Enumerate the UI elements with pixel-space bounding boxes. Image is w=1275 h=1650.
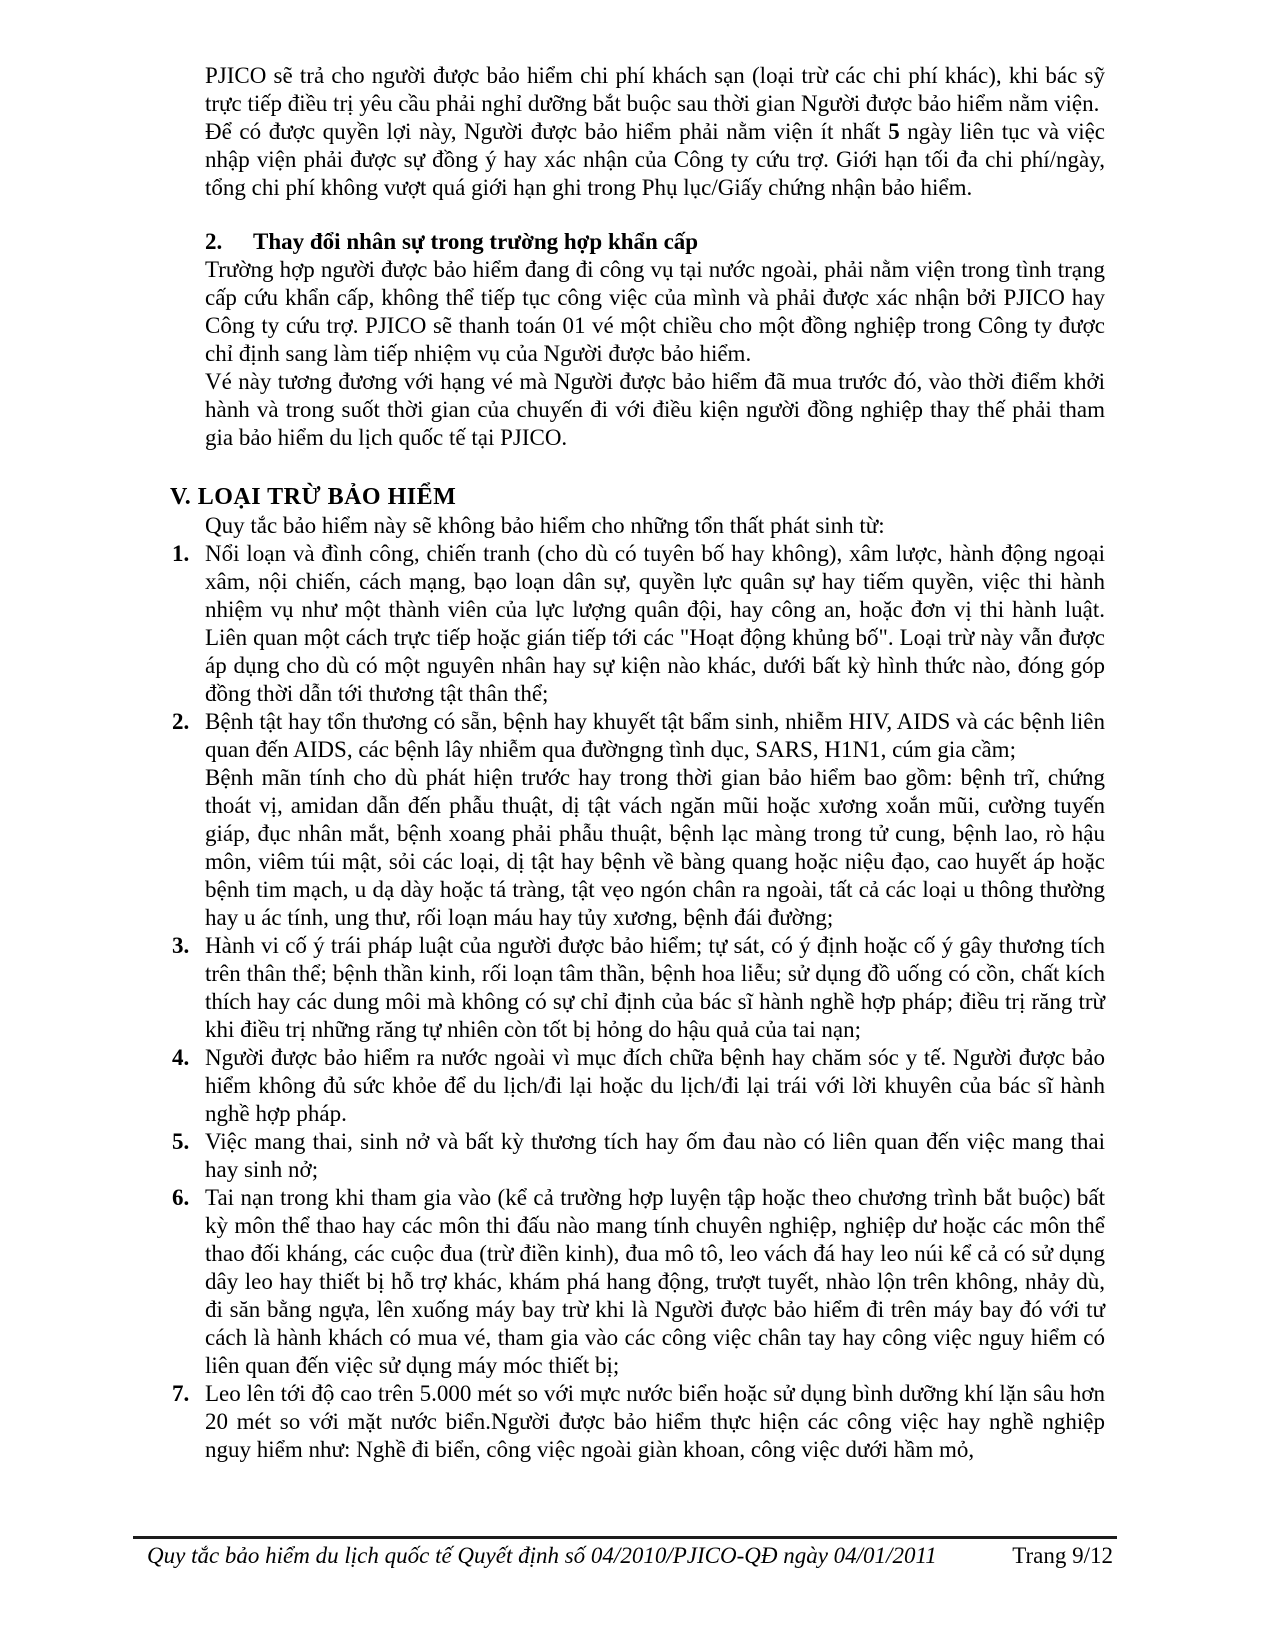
footer-page-number: Trang 9/12 — [1012, 1543, 1113, 1568]
footer-document-title: Quy tắc bảo hiểm du lịch quốc tế Quyết định số 04/2010/PJICO-QĐ ngày 04/01/2011 — [147, 1543, 937, 1568]
exclusion-item-6 — [170, 1184, 1105, 1380]
exclusion-item-5-number: 5. — [172, 1129, 190, 1154]
condition-text-pre: Để có được quyền lợi này, Người được bảo hiểm phải nằm viện ít nhất — [205, 119, 889, 144]
exclusion-item-2-text-a: Bệnh tật hay tổn thương có sẵn, bệnh hay khuyết tật bẩm sinh, nhiễm HIV, AIDS và các bệnh liên quan đến AIDS, các bệnh lây nhiễm qua đườngng tình dục, SARS, H1N1, cúm gia cầm; — [205, 709, 1105, 762]
exclusion-item-4-text: Người được bảo hiểm ra nước ngoài vì mục đích chữa bệnh hay chăm sóc y tế. Người được bảo hiểm không đủ sức khỏe để du lịch/đi lại hoặc du lịch/đi lại trái với lời khuyên của bác sĩ hành nghề hợp pháp. — [205, 1045, 1105, 1126]
exclusion-item-1 — [170, 540, 1105, 708]
exclusion-item-6-number: 6. — [172, 1185, 190, 1210]
paragraph-benefit-condition — [205, 118, 1105, 202]
exclusion-item-7-text: Leo lên tới độ cao trên 5.000 mét so với mực nước biển hoặc sử dụng bình dưỡng khí lặn sâu hơn 20 mét so với mặt nước biển.Người được bảo hiểm thực hiện các công việc hay nghề nghiệp nguy hiểm như: Nghề đi biển, công việc ngoài giàn khoan, công việc dưới hầm mỏ, — [205, 1381, 1105, 1462]
exclusion-item-2 — [170, 708, 1105, 932]
section-2-heading — [205, 228, 1105, 256]
exclusion-item-1-number: 1. — [172, 541, 190, 566]
exclusion-item-2-text-b: Bệnh mãn tính cho dù phát hiện trước hay trong thời gian bảo hiểm bao gồm: bệnh trĩ, chứng thoát vị, amidan dẫn đến phẫu thuật, dị tật vách ngăn mũi hoặc xương xoắn mũi, cường tuyến giáp, đục nhân mắt, bệnh xoang phải phẫu thuật, bệnh lạc màng trong tử cung, bệnh lao, rò hậu môn, viêm túi mật, sỏi các loại, dị tật hay bệnh về bàng quang hoặc niệu đạo, cao huyết áp hoặc bệnh tim mạch, u dạ dày hoặc tá tràng, tật vẹo ngón chân ra ngoài, tất cả các loại u thông thường hay u ác tính, ung thư, rối loạn máu hay tủy xương, bệnh đái đường; — [205, 765, 1105, 930]
exclusion-item-6-text: Tai nạn trong khi tham gia vào (kể cả trường hợp luyện tập hoặc theo chương trình bắt buộc) bất kỳ môn thể thao hay các môn thi đấu nào mang tính chuyên nghiệp, nghiệp dư hoặc các môn thể thao đối kháng, các cuộc đua (trừ điền kinh), đua mô tô, leo vách đá hay leo núi kể cả có sử dụng dây leo hay thiết bị hỗ trợ khác, khám phá hang động, trượt tuyết, nhào lộn trên không, nhảy dù, đi săn bằng ngựa, lên xuống máy bay trừ khi là Người được bảo hiểm đi trên máy bay đó với tư cách là hành khách có mua vé, tham gia vào các công việc chân tay hay công việc nguy hiểm có liên quan đến việc sử dụng máy móc thiết bị; — [205, 1185, 1105, 1378]
exclusion-item-7-number: 7. — [172, 1381, 190, 1406]
page-footer — [133, 1536, 1117, 1570]
condition-bold-days: 5 — [888, 119, 900, 144]
exclusion-item-3-number: 3. — [172, 933, 190, 958]
section-2-number: 2. — [205, 229, 223, 254]
exclusion-item-2-number: 2. — [172, 709, 190, 734]
section-v-heading: V. LOẠI TRỪ BẢO HIỂM — [170, 484, 457, 510]
exclusion-item-3-text: Hành vi cố ý trái pháp luật của người được bảo hiểm; tự sát, có ý định hoặc cố ý gây thương tích trên thân thể; bệnh thần kinh, rối loạn tâm thần, bệnh hoa liễu; sử dụng đồ uống có cồn, chất kích thích hay các dung môi mà không có sự chỉ định của bác sĩ hành nghề hợp pháp; điều trị răng trừ khi điều trị những răng tự nhiên còn tốt bị hỏng do hậu quả của tai nạn; — [205, 933, 1105, 1042]
exclusion-item-5 — [170, 1128, 1105, 1184]
exclusion-item-1-text: Nổi loạn và đình công, chiến tranh (cho dù có tuyên bố hay không), xâm lược, hành động ngoại xâm, nội chiến, cách mạng, bạo loạn dân sự, quyền lực quân sự hay tiếm quyền, việc thi hành nhiệm vụ như một thành viên của lực lượng quân đội, hay công an, hoặc đơn vị thi hành luật. Liên quan một cách trực tiếp hoặc gián tiếp tới các "Hoạt động khủng bố". Loại trừ này vẫn được áp dụng cho dù có một nguyên nhân hay sự kiện nào khác, dưới bất kỳ hình thức nào, đóng góp đồng thời dẫn tới thương tật thân thể; — [205, 541, 1105, 706]
section-2-paragraph-2: Vé này tương đương với hạng vé mà Người được bảo hiểm đã mua trước đó, vào thời điểm khởi hành và trong suốt thời gian của chuyến đi với điều kiện người đồng nghiệp thay thế phải tham gia bảo hiểm du lịch quốc tế tại PJICO. — [205, 369, 1105, 450]
exclusion-item-4-number: 4. — [172, 1045, 190, 1070]
exclusion-item-3 — [170, 932, 1105, 1044]
condition-text-post: ngày liên tục và việc nhập viện phải được sự đồng ý hay xác nhận của Công ty cứu trợ. Giới hạn tối đa chi phí/ngày, tổng chi phí không vượt quá giới hạn ghi trong Phụ lục/Giấy chứng nhận bảo hiểm. — [205, 119, 1105, 200]
paragraph-hotel-benefit: PJICO sẽ trả cho người được bảo hiểm chi phí khách sạn (loại trừ các chi phí khác), khi bác sỹ trực tiếp điều trị yêu cầu phải nghỉ dưỡng bắt buộc sau thời gian Người được bảo hiểm nằm viện. — [205, 63, 1105, 116]
section-2-paragraph-1: Trường hợp người được bảo hiểm đang đi công vụ tại nước ngoài, phải nằm viện trong tình trạng cấp cứu khẩn cấp, không thể tiếp tục công việc của mình và phải được xác nhận bởi PJICO hay Công ty cứu trợ. PJICO sẽ thanh toán 01 vé một chiều cho một đồng nghiệp trong Công ty được chỉ định sang làm tiếp nhiệm vụ của Người được bảo hiểm. — [205, 257, 1105, 366]
section-v-intro: Quy tắc bảo hiểm này sẽ không bảo hiểm cho những tổn thất phát sinh từ: — [205, 513, 885, 538]
section-2-title: Thay đổi nhân sự trong trường hợp khẩn cấp — [253, 229, 699, 254]
exclusion-item-5-text: Việc mang thai, sinh nở và bất kỳ thương tích hay ốm đau nào có liên quan đến việc mang thai hay sinh nở; — [205, 1129, 1105, 1182]
document-body — [170, 62, 1105, 1464]
exclusion-item-7 — [170, 1380, 1105, 1464]
exclusion-item-4 — [170, 1044, 1105, 1128]
